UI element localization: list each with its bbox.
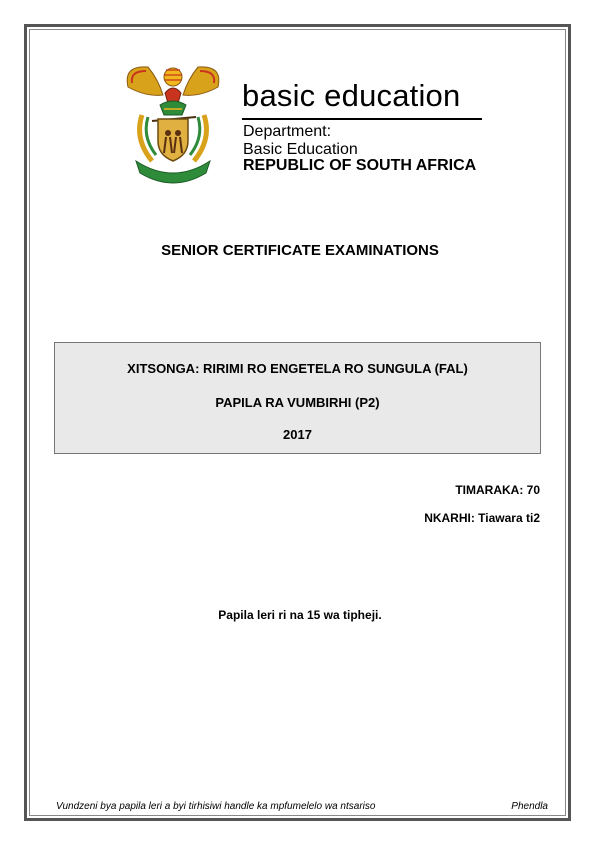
marks-label: TIMARAKA: 70 bbox=[455, 483, 540, 497]
subject-box bbox=[54, 342, 541, 454]
brand-rule bbox=[242, 118, 482, 120]
brand-title: basic education bbox=[242, 78, 461, 113]
footer-copyright-note: Vundzeni bya papila leri a byi tirhisiwi handle ka mpfumelelo wa ntsariso bbox=[56, 801, 376, 812]
footer-turn-over: Phendla bbox=[511, 801, 548, 812]
pages-note: Papila leri ri na 15 wa tipheji. bbox=[218, 608, 382, 622]
department-label: Department: bbox=[243, 123, 332, 140]
paper-title: PAPILA RA VUMBIRHI (P2) bbox=[215, 395, 380, 410]
country-name: REPUBLIC OF SOUTH AFRICA bbox=[243, 157, 477, 174]
exam-year: 2017 bbox=[283, 427, 312, 442]
subject-title: XITSONGA: RIRIMI RO ENGETELA RO SUNGULA (FAL) bbox=[127, 361, 468, 376]
time-label: NKARHI: Tiawara ti2 bbox=[424, 511, 540, 525]
department-name: Basic Education bbox=[243, 141, 358, 158]
exam-heading: SENIOR CERTIFICATE EXAMINATIONS bbox=[161, 242, 439, 259]
south-africa-coat-of-arms-icon bbox=[118, 57, 228, 187]
